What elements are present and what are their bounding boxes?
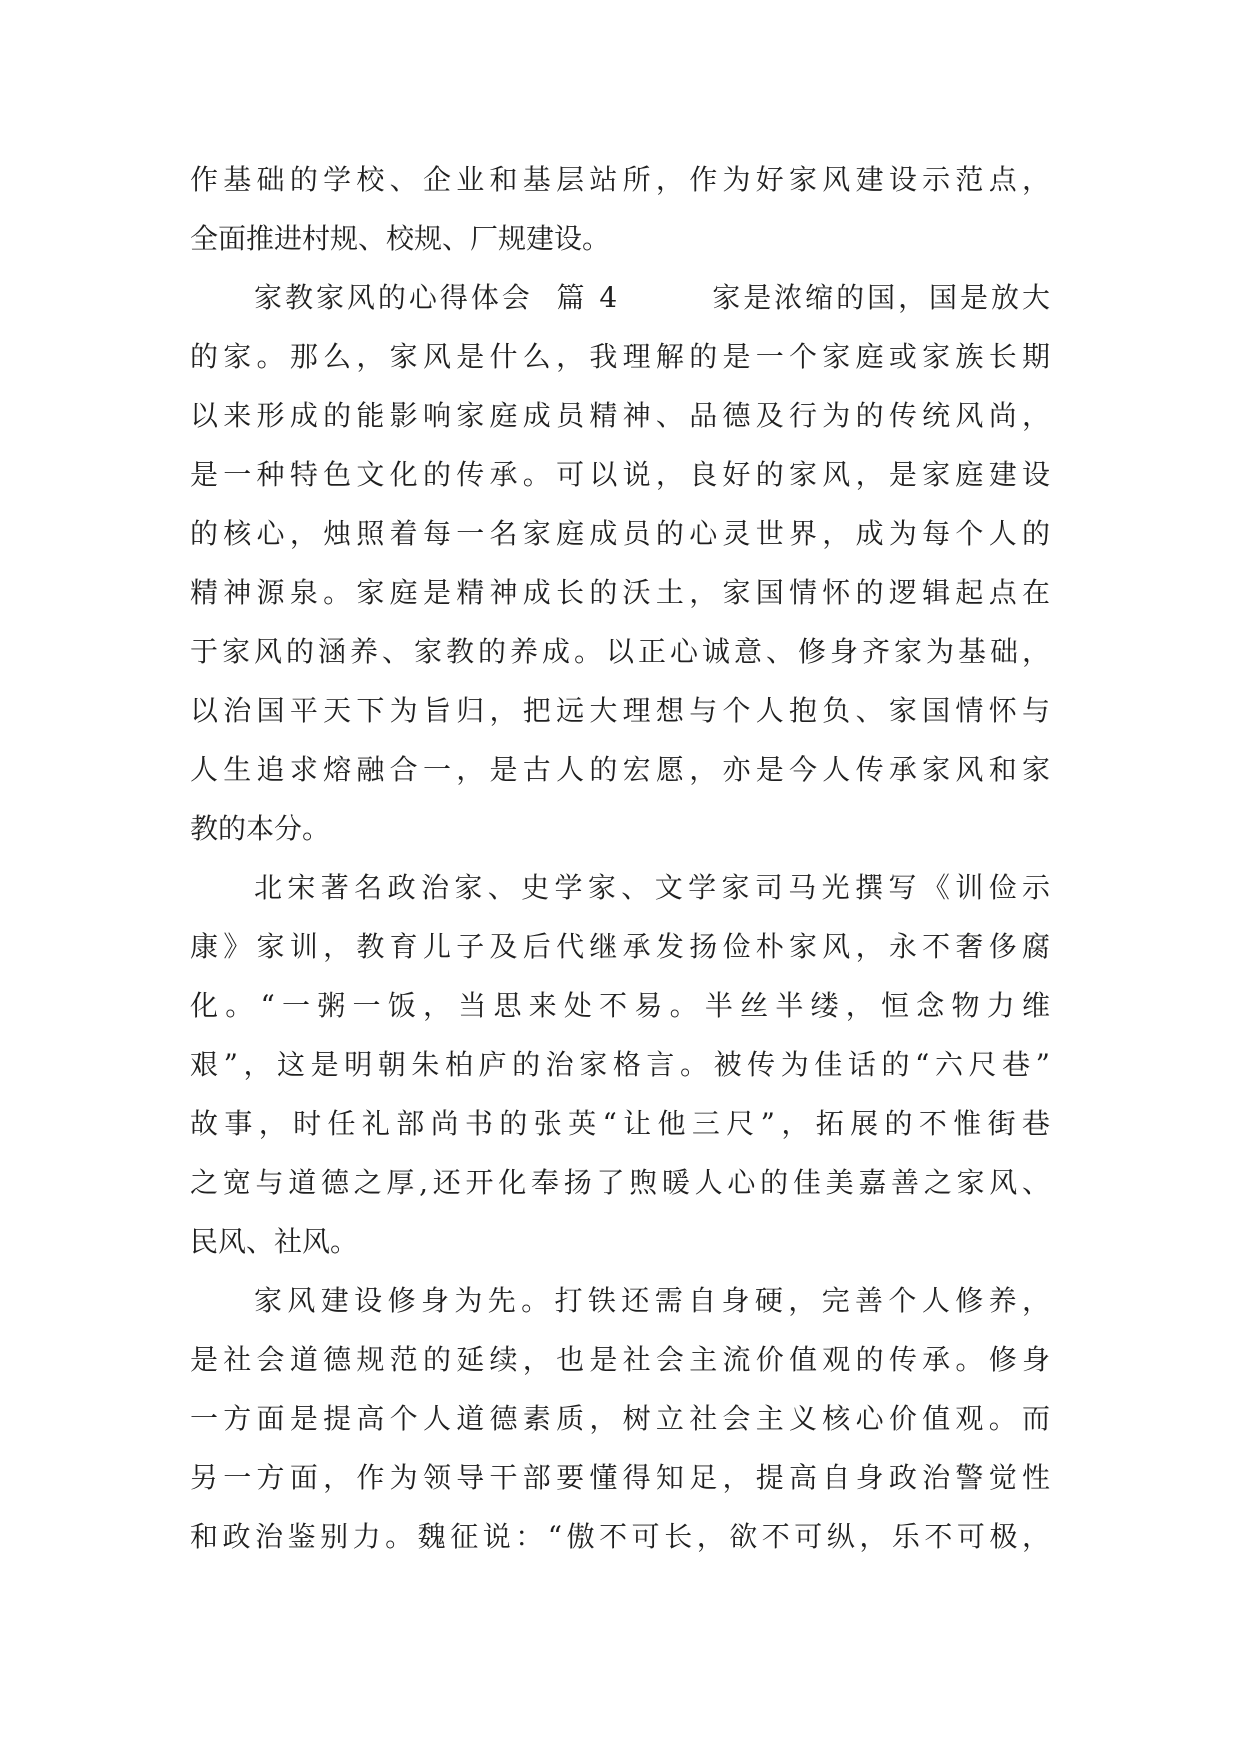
text-line: 精神源泉。家庭是精神成长的沃土，家国情怀的逻辑起点在 [190, 576, 1050, 609]
text-line: 一方面是提高个人道德素质，树立社会主义核心价值观。而 [190, 1402, 1050, 1435]
text-line: 家风建设修身为先。打铁还需自身硬，完善个人修养， [254, 1284, 1050, 1317]
text-line: 以治国平天下为旨归，把远大理想与个人抱负、家国情怀与 [190, 694, 1050, 727]
paragraph-heading-line: 家教家风的心得体会 篇 4 家是浓缩的国，国是放大 [254, 281, 1050, 314]
text-line: 民风、社风。 [190, 1225, 359, 1258]
text-line: 艰”，这是明朝朱柏庐的治家格言。被传为佳话的“六尺巷” [190, 1048, 1050, 1081]
text-line: 是一种特色文化的传承。可以说，良好的家风，是家庭建设 [190, 458, 1050, 491]
text-line: 北宋著名政治家、史学家、文学家司马光撰写《训俭示 [254, 871, 1050, 904]
text-line: 康》家训，教育儿子及后代继承发扬俭朴家风，永不奢侈腐 [190, 930, 1050, 963]
text-line: 故事，时任礼部尚书的张英“让他三尺”，拓展的不惟街巷 [190, 1107, 1050, 1140]
text-line: 的核心，烛照着每一名家庭成员的心灵世界，成为每个人的 [190, 517, 1050, 550]
text-line: 教的本分。 [190, 812, 331, 845]
text-line: 和政治鉴别力。魏征说：“傲不可长，欲不可纵，乐不可极， [190, 1520, 1050, 1553]
text-line: 另一方面，作为领导干部要懂得知足，提高自身政治警觉性 [190, 1461, 1050, 1494]
text-line: 化。“一粥一饭，当思来处不易。半丝半缕，恒念物力维 [190, 989, 1050, 1022]
text-line: 人生追求熔融合一，是古人的宏愿，亦是今人传承家风和家 [190, 753, 1050, 786]
text-line: 是社会道德规范的延续，也是社会主流价值观的传承。修身 [190, 1343, 1050, 1376]
text-line: 全面推进村规、校规、厂规建设。 [190, 222, 611, 255]
text-line: 以来形成的能影响家庭成员精神、品德及行为的传统风尚， [190, 399, 1050, 432]
text-line: 的家。那么，家风是什么，我理解的是一个家庭或家族长期 [190, 340, 1050, 373]
text-line: 作基础的学校、企业和基层站所，作为好家风建设示范点， [190, 163, 1050, 196]
body-text [190, 150, 1050, 1566]
text-line: 于家风的涵养、家教的养成。以正心诚意、修身齐家为基础， [190, 635, 1050, 668]
text-line: 之宽与道德之厚,还开化奉扬了煦暖人心的佳美嘉善之家风、 [190, 1166, 1050, 1199]
